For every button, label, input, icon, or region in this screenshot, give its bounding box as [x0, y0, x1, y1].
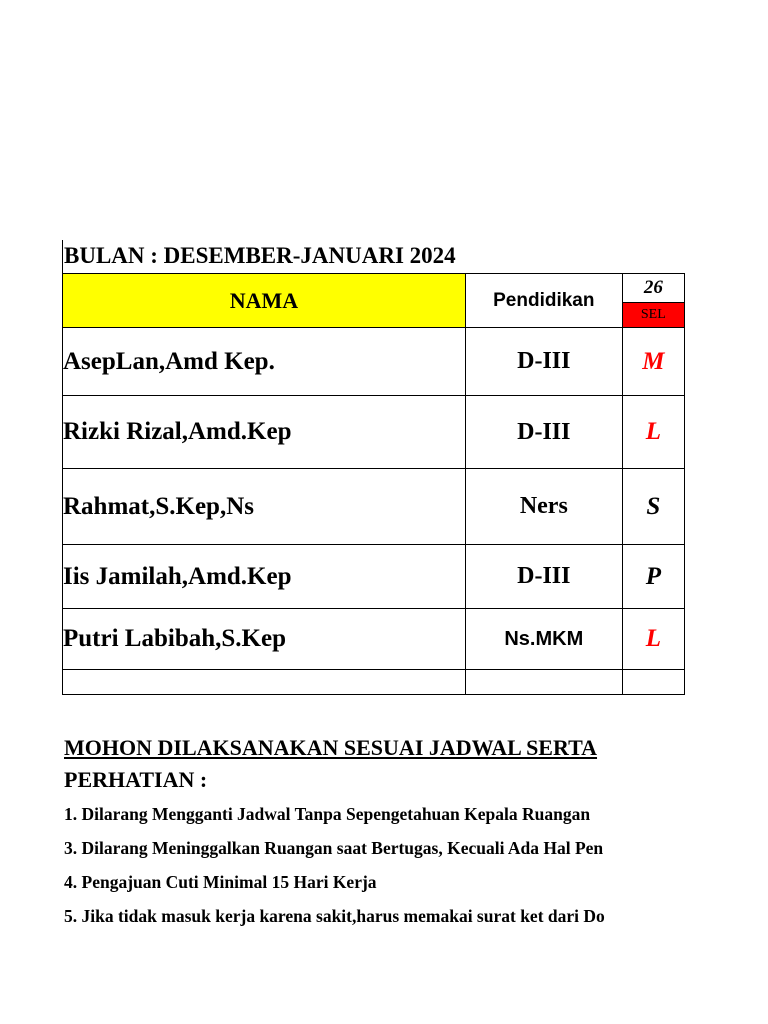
table-row-empty — [63, 670, 685, 695]
staff-name: AsepLan,Amd Kep. — [63, 328, 466, 396]
rule-item: 3. Dilarang Meninggalkan Ruangan saat Bertugas, Kecuali Ada Hal Pen — [64, 838, 604, 858]
staff-name — [63, 670, 466, 695]
day-number: 26 — [643, 277, 663, 298]
table-row — [63, 545, 685, 609]
table-row — [63, 396, 685, 469]
rule-item: 1. Dilarang Mengganti Jadwal Tanpa Sepengetahuan Kepala Ruangan — [64, 804, 591, 824]
shift-code: L — [622, 609, 684, 670]
staff-education: D-III — [465, 328, 622, 396]
day-name-badge: SEL — [623, 302, 684, 327]
table-row — [63, 328, 685, 396]
staff-name: Iis Jamilah,Amd.Kep — [63, 545, 466, 609]
column-header-day — [622, 274, 684, 328]
staff-name: Rizki Rizal,Amd.Kep — [63, 396, 466, 469]
shift-code: P — [622, 545, 684, 609]
column-header-name: NAMA — [63, 274, 466, 328]
shift-code: S — [622, 469, 684, 545]
month-title: BULAN : DESEMBER-JANUARI 2024 — [64, 243, 456, 268]
rule-item: 4. Pengajuan Cuti Minimal 15 Hari Kerja — [64, 872, 377, 892]
rules-list — [64, 802, 686, 938]
schedule-table — [62, 273, 685, 695]
staff-education — [465, 670, 622, 695]
table-row — [63, 609, 685, 670]
staff-name: Rahmat,S.Kep,Ns — [63, 469, 466, 545]
title-border-line — [62, 240, 63, 274]
shift-code: L — [622, 396, 684, 469]
staff-education: Ns.MKM — [465, 609, 622, 670]
staff-education: D-III — [465, 396, 622, 469]
staff-education: D-III — [465, 545, 622, 609]
rule-item: 5. Jika tidak masuk kerja karena sakit,harus memakai surat ket dari Do — [64, 906, 605, 926]
attention-heading: PERHATIAN : — [64, 767, 208, 792]
notice-heading: MOHON DILAKSANAKAN SESUAI JADWAL SERTA — [64, 735, 598, 760]
shift-code — [622, 670, 684, 695]
column-header-education: Pendidikan — [465, 274, 622, 328]
table-header-row — [63, 274, 685, 328]
staff-name: Putri Labibah,S.Kep — [63, 609, 466, 670]
shift-code: M — [622, 328, 684, 396]
staff-education: Ners — [465, 469, 622, 545]
table-row — [63, 469, 685, 545]
